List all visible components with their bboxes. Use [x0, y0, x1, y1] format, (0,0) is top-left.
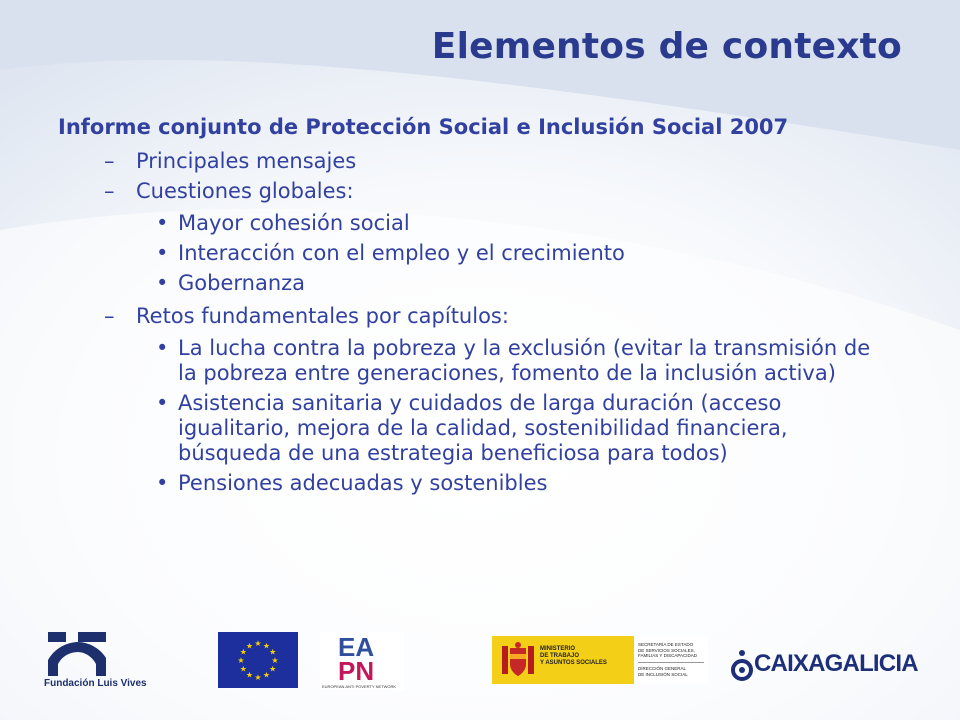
ministerio-yellow-band	[492, 636, 634, 684]
eu-star-icon: ★	[262, 670, 271, 680]
subtopic-item	[58, 241, 908, 266]
subtopic-item-label: Interacción con el empleo y el crecimiento	[178, 241, 625, 265]
subtopic-item-label: Mayor cohesión social	[178, 211, 410, 235]
eu-star-icon: ★	[239, 647, 247, 657]
eu-star-icon: ★	[254, 639, 262, 648]
eu-star-icon: ★	[245, 670, 254, 680]
ministerio-divider	[638, 662, 704, 663]
topic-item	[58, 301, 908, 331]
eu-star-icon: ★	[262, 641, 271, 651]
bullet-marker: •	[156, 241, 169, 265]
eu-star-icon: ★	[239, 664, 247, 674]
eu-star-icon: ★	[269, 664, 277, 674]
eu-stars-icon	[218, 632, 298, 688]
topic-item-label: Retos fundamentales por capítulos:	[136, 304, 509, 328]
topic-item	[58, 176, 908, 206]
fundacion-luis-vives-text: Fundación Luis Vives	[44, 678, 147, 689]
eu-star-icon: ★	[237, 656, 245, 665]
subtopic-item	[58, 391, 908, 466]
subtopic-item	[58, 211, 908, 236]
eu-star-icon: ★	[269, 647, 277, 657]
topic-item	[58, 146, 908, 176]
slide-content	[58, 112, 908, 501]
subtopic-item-label: Gobernanza	[178, 271, 306, 295]
bullet-marker: •	[156, 271, 169, 295]
topic-item-label: Principales mensajes	[136, 149, 357, 173]
sponsor-logos	[0, 624, 960, 704]
subtopic-item-label: La lucha contra la pobreza y la exclusión (evitar la transmisión de la pobreza entre generaciones, fomento de la inclusión activa)	[178, 336, 871, 385]
dash-marker: –	[104, 149, 115, 173]
eapn-subtitle: EUROPEAN ANTI POVERTY NETWORK	[322, 684, 397, 689]
caixagalicia-logo	[730, 648, 918, 688]
ministerio-direccion: DIRECCIÓN GENERAL DE INCLUSIÓN SOCIAL	[638, 666, 688, 677]
eapn-bottom-text: PN	[338, 656, 375, 682]
eu-star-icon: ★	[254, 673, 262, 682]
ministerio-logo	[492, 636, 708, 684]
bullet-marker: •	[156, 471, 169, 495]
eapn-letters-icon	[320, 632, 404, 682]
fundacion-luis-vives-logo	[44, 632, 162, 694]
caixagalicia-text: CAIXAGALICIA	[754, 650, 918, 677]
topic-item-label: Cuestiones globales:	[136, 179, 354, 203]
coat-of-arms-icon	[498, 640, 538, 680]
ministerio-name: MINISTERIO DE TRABAJO Y ASUNTOS SOCIALES	[540, 646, 607, 666]
subtopic-group	[58, 211, 908, 296]
eu-star-icon: ★	[245, 641, 254, 651]
bullet-marker: •	[156, 336, 169, 360]
subtopic-item-label: Asistencia sanitaria y cuidados de larga duración (acceso igualitario, mejora de la calidad, sostenibilidad financiera, búsqueda de una estrategia beneficiosa para todos)	[178, 391, 788, 465]
eapn-top-text: EA	[338, 632, 375, 662]
bullet-marker: •	[156, 211, 169, 235]
caixagalicia-symbol-icon	[730, 648, 756, 684]
dash-marker: –	[104, 179, 115, 203]
section-heading: Informe conjunto de Protección Social e Inclusión Social 2007	[58, 115, 789, 139]
fundacion-luis-vives-mark-icon	[48, 632, 106, 676]
subtopic-group	[58, 336, 908, 496]
subtopic-item-label: Pensiones adecuadas y sostenibles	[178, 471, 548, 495]
topic-list	[58, 146, 908, 496]
eu-flag-logo	[218, 632, 298, 688]
ministerio-secretaria: SECRETARÍA DE ESTADO DE SERVICIOS SOCIALES, FAMILIAS Y DISCAPACIDAD	[638, 642, 698, 658]
subtopic-item	[58, 271, 908, 296]
dash-marker: –	[104, 304, 115, 328]
eapn-logo	[320, 632, 404, 690]
subtopic-list	[58, 336, 908, 496]
bullet-marker: •	[156, 391, 169, 415]
slide-title: Elementos de contexto	[431, 26, 902, 67]
eu-star-icon: ★	[271, 656, 279, 665]
subtopic-list	[58, 211, 908, 296]
subtopic-item	[58, 336, 908, 386]
subtopic-item	[58, 471, 908, 496]
